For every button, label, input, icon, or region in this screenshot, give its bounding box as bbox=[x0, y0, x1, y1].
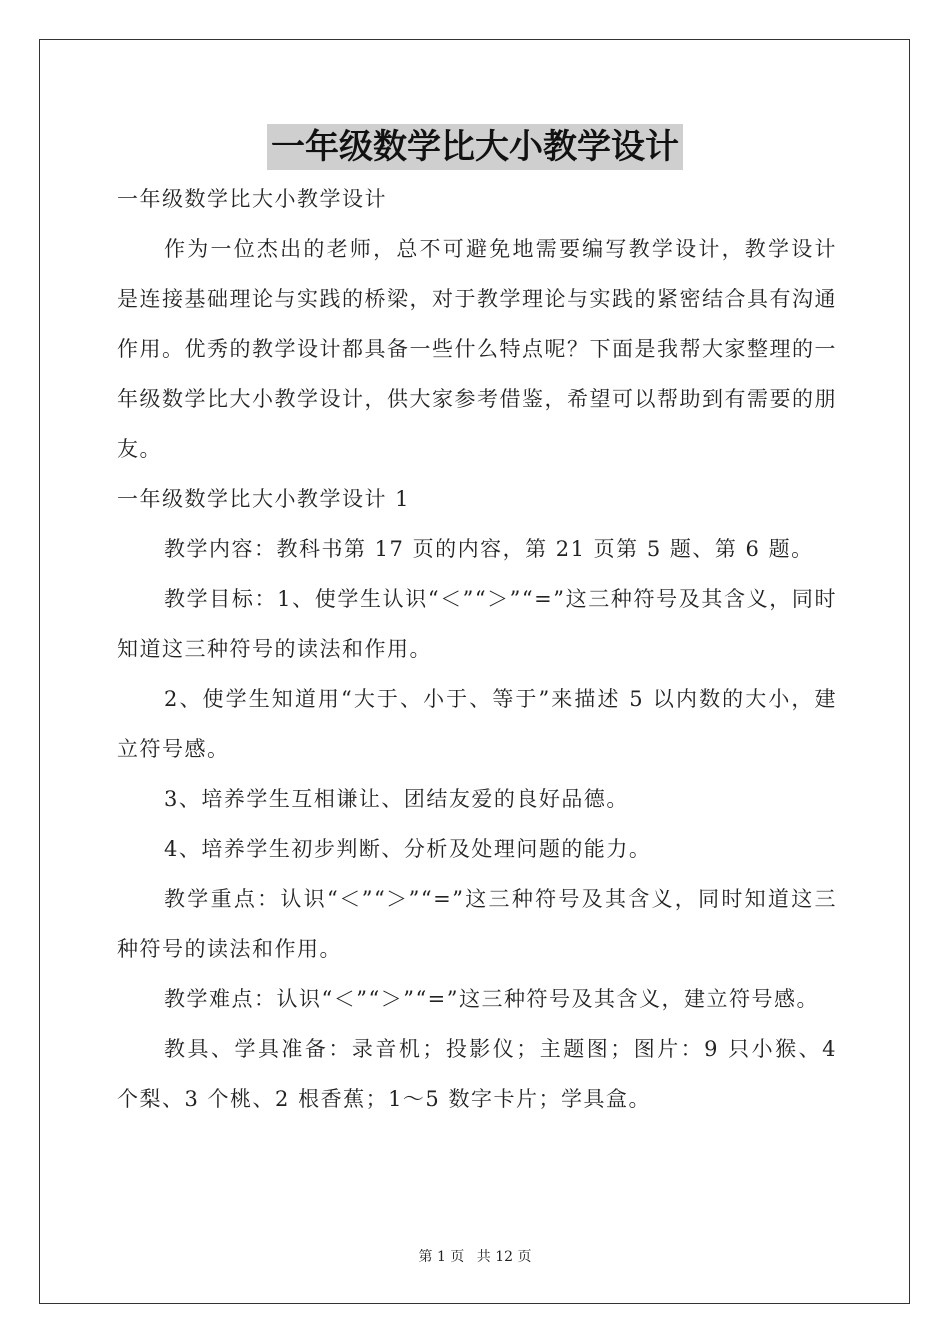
page-total: 共 12 页 bbox=[476, 1249, 532, 1265]
document-body bbox=[117, 174, 837, 1124]
teaching-goal-1: 教学目标：1、使学生认识“＜”“＞”“=”这三种符号及其含义，同时知道这三种符号的读法和作用。 bbox=[117, 587, 837, 661]
teaching-content: 教学内容：教科书第 17 页的内容，第 21 页第 5 题、第 6 题。 bbox=[164, 537, 814, 561]
intro-paragraph: 作为一位杰出的老师，总不可避免地需要编写教学设计，教学设计是连接基础理论与实践的桥梁，对于教学理论与实践的紧密结合具有沟通作用。优秀的教学设计都具备一些什么特点呢？下面是我帮大家整理的一年级数学比大小教学设计，供大家参考借鉴，希望可以帮助到有需要的朋友。 bbox=[117, 237, 837, 461]
document-title: 一年级数学比大小教学设计 bbox=[267, 124, 683, 170]
teaching-difficulty: 教学难点：认识“＜”“＞”“=”这三种符号及其含义，建立符号感。 bbox=[164, 987, 820, 1011]
teaching-goal-4: 4、培养学生初步判断、分析及处理问题的能力。 bbox=[164, 837, 652, 861]
teaching-goal-3: 3、培养学生互相谦让、团结友爱的良好品德。 bbox=[164, 787, 629, 811]
section-heading: 一年级数学比大小教学设计 1 bbox=[117, 487, 411, 511]
teaching-goal-2: 2、使学生知道用“大于、小于、等于”来描述 5 以内数的大小，建立符号感。 bbox=[117, 687, 837, 761]
teaching-key-point: 教学重点：认识“＜”“＞”“=”这三种符号及其含义，同时知道这三种符号的读法和作用。 bbox=[117, 887, 837, 961]
title-container bbox=[0, 124, 950, 170]
teaching-materials: 教具、学具准备：录音机；投影仪；主题图；图片：9 只小猴、4 个梨、3 个桃、2 根香蕉；1～5 数字卡片；学具盒。 bbox=[117, 1037, 837, 1111]
subtitle-line: 一年级数学比大小教学设计 bbox=[117, 187, 387, 211]
page-number: 第 1 页 bbox=[418, 1249, 465, 1265]
page-footer bbox=[0, 1246, 950, 1266]
